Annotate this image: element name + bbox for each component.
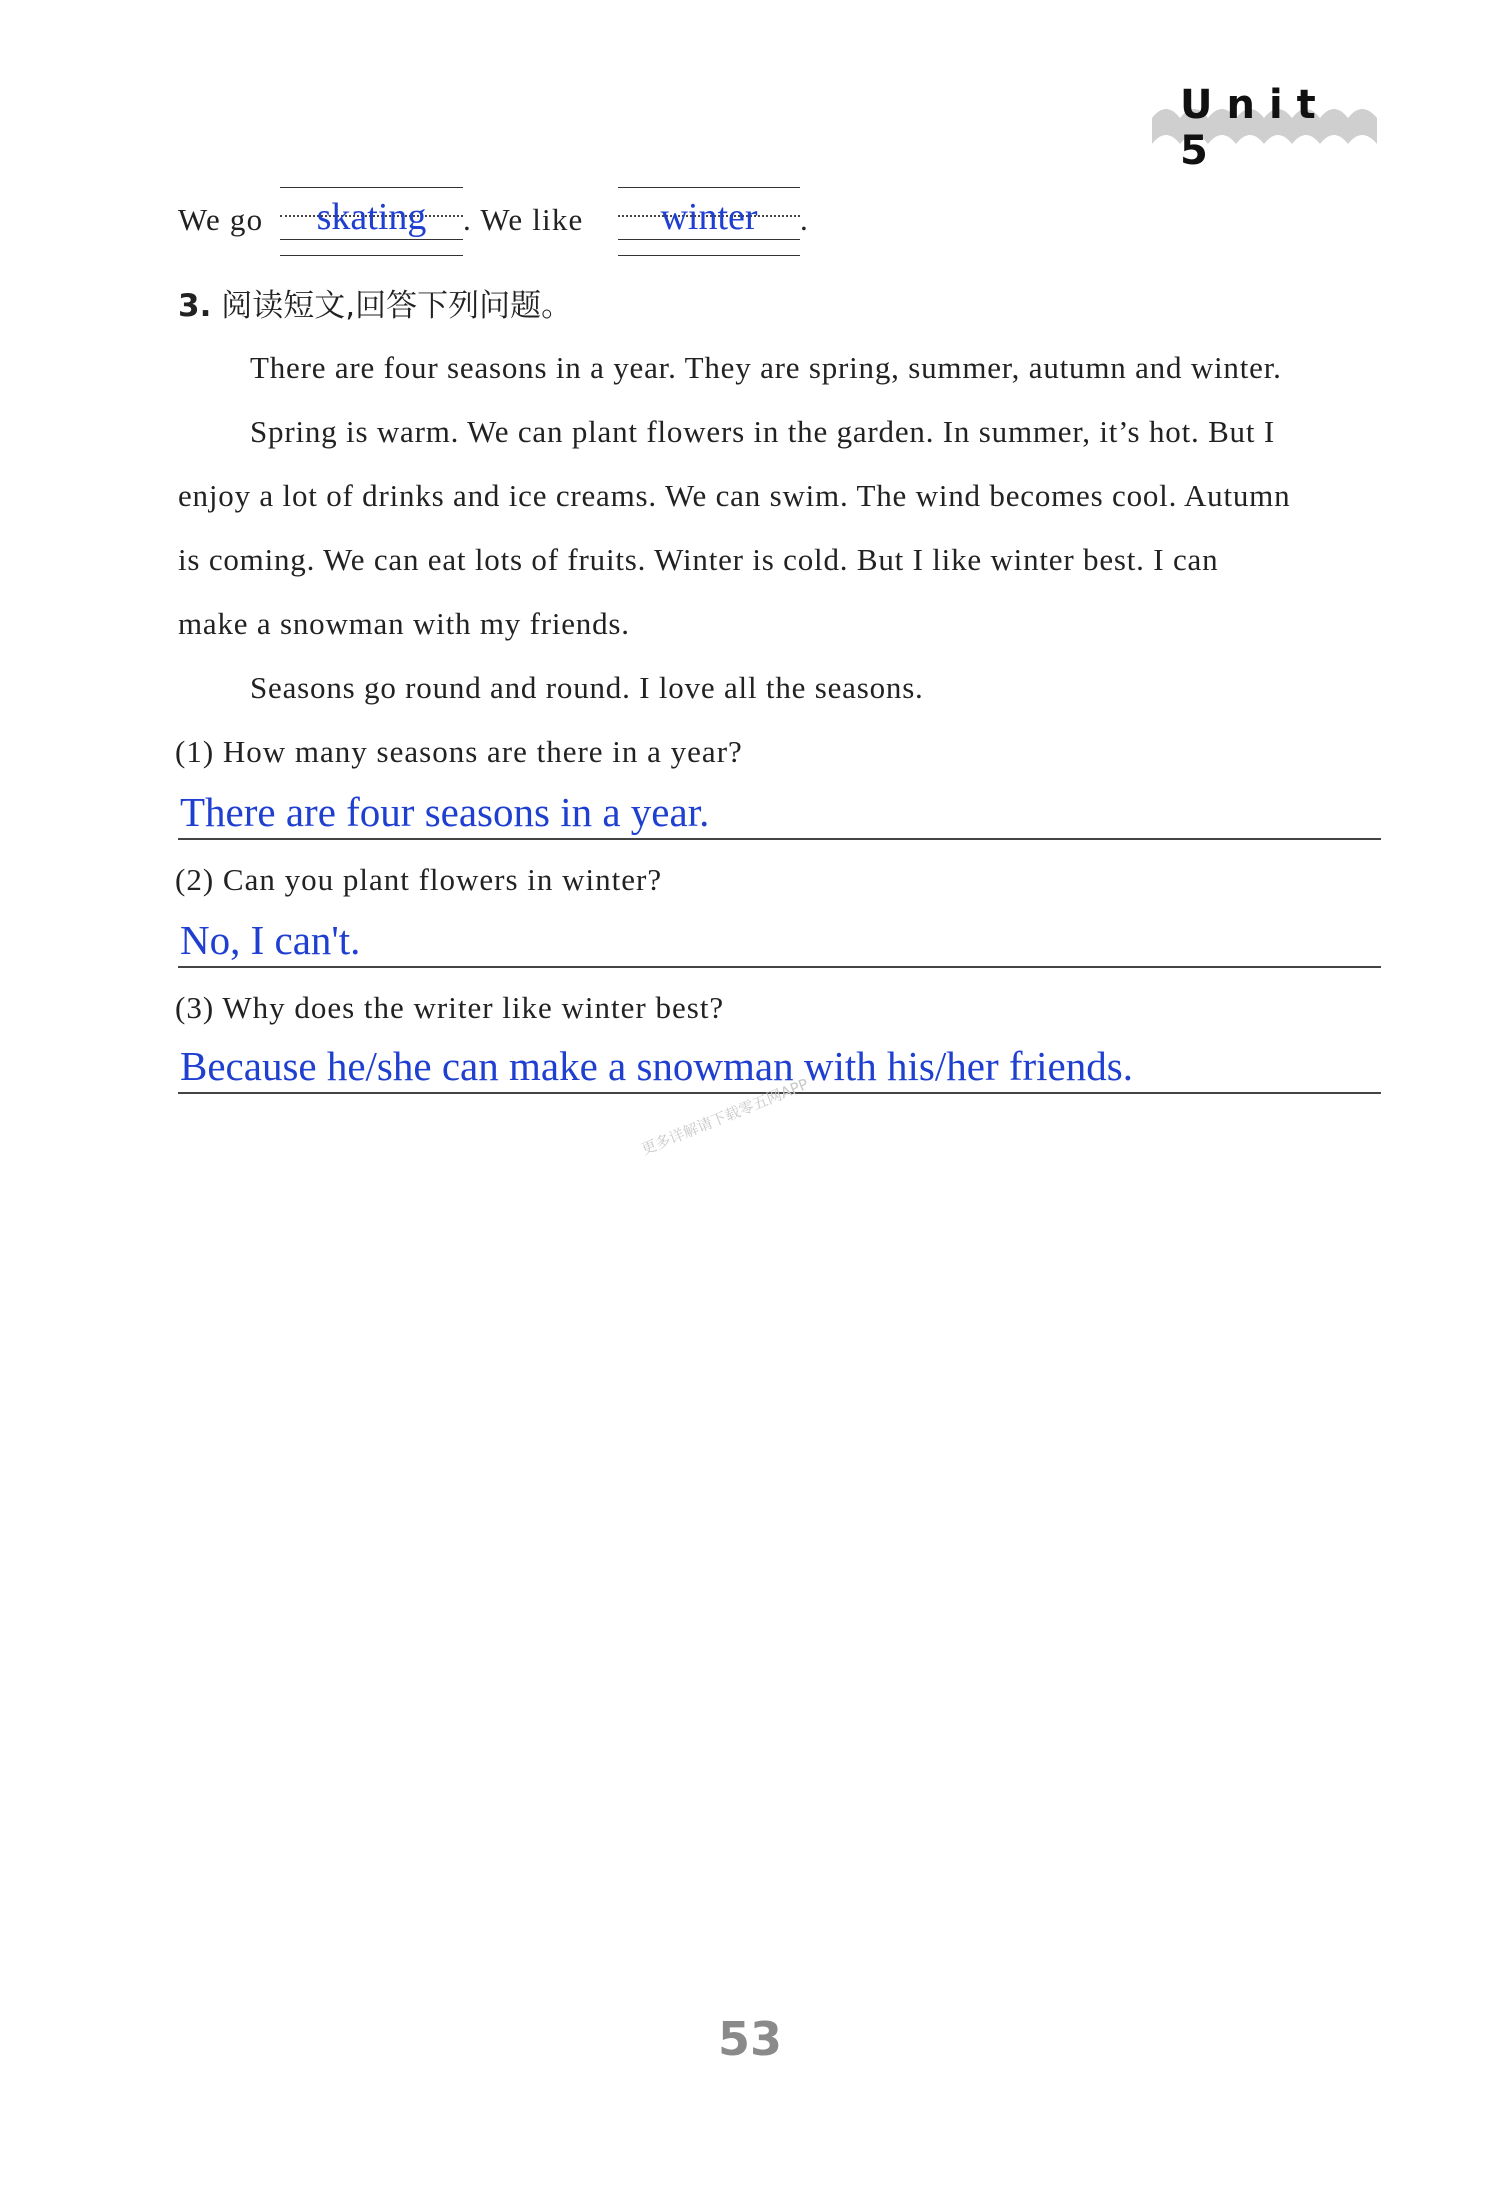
blank-2[interactable] (618, 187, 800, 255)
sentence-part-2: . We like (463, 202, 584, 237)
section-title (178, 280, 572, 325)
page-number: 53 (717, 2012, 782, 2066)
answer-1: There are four seasons in a year. (180, 789, 710, 835)
answer-line-1[interactable] (178, 780, 1381, 840)
answer-2: No, I can't. (180, 917, 361, 963)
blank-answer-1: skating (316, 196, 427, 238)
answer-3: Because he/she can make a snowman with his/her friends. (180, 1043, 1133, 1089)
passage-paragraph-3: Seasons go round and round. I love all the seasons. (250, 670, 924, 705)
question-1: (1) How many seasons are there in a year? (175, 734, 743, 769)
question-2: (2) Can you plant flowers in winter? (175, 862, 663, 897)
passage-paragraph-2-line-3: is coming. We can eat lots of fruits. Winter is cold. But I like winter best. I can (178, 542, 1219, 577)
watermark: 更多详解请下载零五网APP (638, 1075, 811, 1159)
blank-1[interactable] (280, 187, 463, 255)
passage-paragraph-2-line-2: enjoy a lot of drinks and ice creams. We can swim. The wind becomes cool. Autumn (178, 478, 1291, 513)
passage-paragraph-1: There are four seasons in a year. They are spring, summer, autumn and winter. (250, 350, 1282, 385)
section-number: 3. (178, 288, 212, 324)
sentence-part-3: . (800, 202, 809, 237)
passage-paragraph-2-line-4: make a snowman with my friends. (178, 606, 630, 641)
answer-line-2[interactable] (178, 908, 1381, 968)
sentence-part-1: We go (178, 202, 264, 237)
question-3: (3) Why does the writer like winter best? (175, 990, 725, 1025)
unit-header (1152, 78, 1377, 174)
passage-paragraph-2-line-1: Spring is warm. We can plant flowers in the garden. In summer, it’s hot. But I (250, 414, 1275, 449)
section-instruction: 阅读短文,回答下列问题。 (221, 288, 573, 324)
blank-answer-2: winter (660, 196, 758, 238)
unit-title: Unit 5 (1180, 82, 1330, 174)
